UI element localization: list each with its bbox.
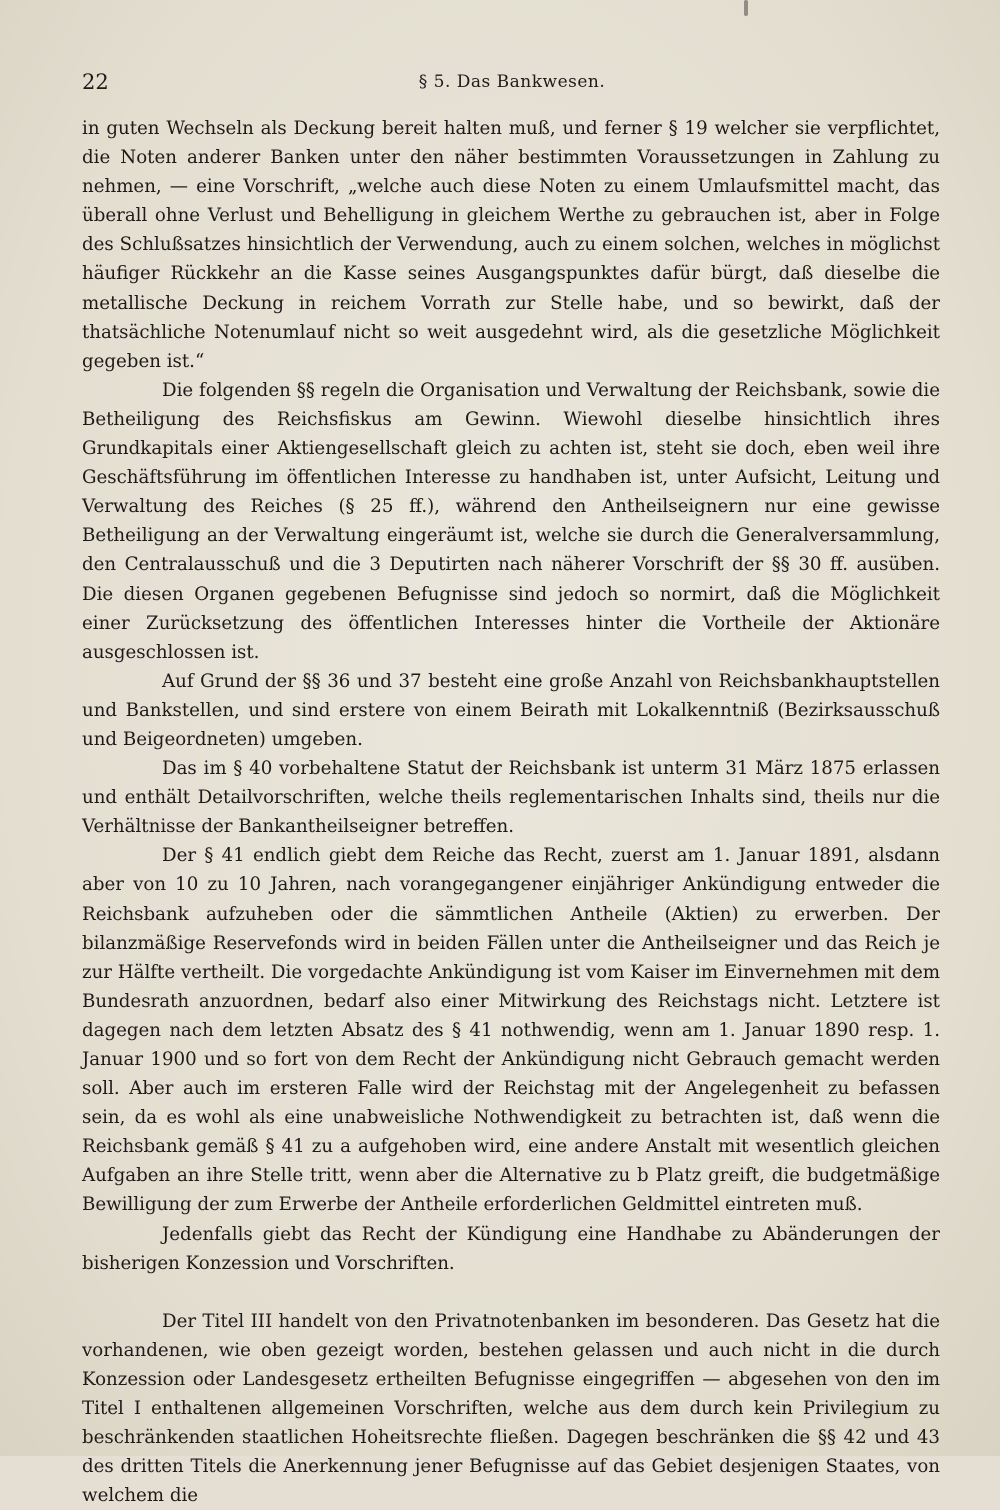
- paragraph-continuation: in guten Wechseln als Deckung bereit halten muß, und ferner § 19 welcher sie verpflichtet, die Noten anderer Banken unter den näher bestimmten Voraussetzungen in Zahlung zu nehmen, — eine Vorschrift, „welche auch diese Noten zu einem Umlaufsmittel macht, das überall ohne Verlust und Behelligung in gleichem Werthe zu gebrauchen ist, aber in Folge des Schlußsatzes hinsichtlich der Verwendung, auch zu einem solchen, welches in möglichst häufiger Rückkehr an die Kasse seines Ausgangspunktes dafür bürgt, daß dieselbe die metallische Deckung in reichem Vorrath zur Stelle habe, und so bewirkt, daß der thatsächliche Notenumlauf nicht so weit ausgedehnt wird, als die gesetzliche Möglichkeit gegeben ist.“: [82, 118, 940, 372]
- body-text: [82, 114, 940, 1510]
- paragraph-statut: Das im § 40 vorbehaltene Statut der Reichsbank ist unterm 31 März 1875 erlassen und enthält Detailvorschriften, welche theils reglementarischen Inhalts sind, theils nur die Verhältnisse der Bankantheilseigner betreffen.: [82, 758, 940, 838]
- paragraph-paragraph-41: Der § 41 endlich giebt dem Reiche das Recht, zuerst am 1. Januar 1891, alsdann aber von 10 zu 10 Jahren, nach vorangegangener einjähriger Ankündigung entweder die Reichsbank aufzuheben oder die sämmtlichen Antheile (Aktien) zu erwerben. Der bilanzmäßige Reservefonds wird in beiden Fällen unter die Antheilseigner und das Reich je zur Hälfte vertheilt. Die vorgedachte Ankündigung ist vom Kaiser im Einvernehmen mit dem Bundesrath anzuordnen, bedarf also einer Mitwirkung des Reichstags nicht. Letztere ist dagegen nach dem letzten Absatz des § 41 nothwendig, wenn am 1. Januar 1890 resp. 1. Januar 1900 und so fort von dem Recht der Ankündigung nicht Gebrauch gemacht werden soll. Aber auch im ersteren Falle wird der Reichstag mit der Angelegenheit zu befassen sein, da es wohl als eine unabweisliche Nothwendigkeit zu betrachten ist, daß wenn die Reichsbank gemäß § 41 zu a aufgehoben wird, eine andere Anstalt mit wesentlich gleichen Aufgaben an ihre Stelle tritt, wenn aber die Alternative zu b Platz greift, die budgetmäßige Bewilligung der zum Erwerbe der Antheile erforderlichen Geldmittel eintreten muß.: [82, 845, 940, 1216]
- page-header: [82, 70, 942, 100]
- page-number: 22: [82, 70, 109, 94]
- paragraph-kuendigung: Jedenfalls giebt das Recht der Kündigung eine Handhabe zu Abänderungen der bisherigen Konzession und Vorschriften.: [82, 1223, 940, 1274]
- paragraph-organisation: Die folgenden §§ regeln die Organisation und Verwaltung der Reichsbank, sowie die Betheiligung des Reichsfiskus am Gewinn. Wiewohl dieselbe hinsichtlich ihres Grundkapitals einer Aktiengesellschaft gleich zu achten ist, steht sie doch, eben weil ihre Geschäftsführung im öffentlichen Interesse zu handhaben ist, unter Aufsicht, Leitung und Verwaltung des Reiches (§ 25 ff.), während den Antheilseignern nur eine gewisse Betheiligung an der Verwaltung eingeräumt ist, welche sie durch die Generalversammlung, den Centralausschuß und die 3 Deputirten nach näherer Vorschrift der §§ 30 ff. ausüben. Die diesen Organen gegebenen Befugnisse sind jedoch so normirt, daß die Möglichkeit einer Zurücksetzung des öffentlichen Interesses hinter die Vortheile der Aktionäre ausgeschlossen ist.: [82, 379, 940, 663]
- running-title: § 5. Das Bankwesen.: [418, 72, 606, 92]
- page-blemish: [744, 0, 748, 16]
- paragraph-reichsbankstellen: Auf Grund der §§ 36 und 37 besteht eine große Anzahl von Reichsbankhauptstellen und Bankstellen, und sind erstere von einem Beirath mit Lokalkenntniß (Bezirksausschuß und Beigeordneten) umgeben.: [82, 670, 940, 750]
- paragraph-titel-iii: Der Titel III handelt von den Privatnotenbanken im besonderen. Das Gesetz hat die vorhandenen, wie oben gezeigt worden, bestehen gelassen und auch nicht in die durch Konzession oder Landesgesetz ertheilten Befugnisse eingegriffen — abgesehen von den im Titel I enthaltenen allgemeinen Vorschriften, welche aus dem durch kein Privilegium zu beschränkenden staatlichen Hoheitsrechte fließen. Dagegen beschränken die §§ 42 und 43 des dritten Titels die Anerkennung jener Befugnisse auf das Gebiet desjenigen Staates, von welchem die: [82, 1310, 940, 1507]
